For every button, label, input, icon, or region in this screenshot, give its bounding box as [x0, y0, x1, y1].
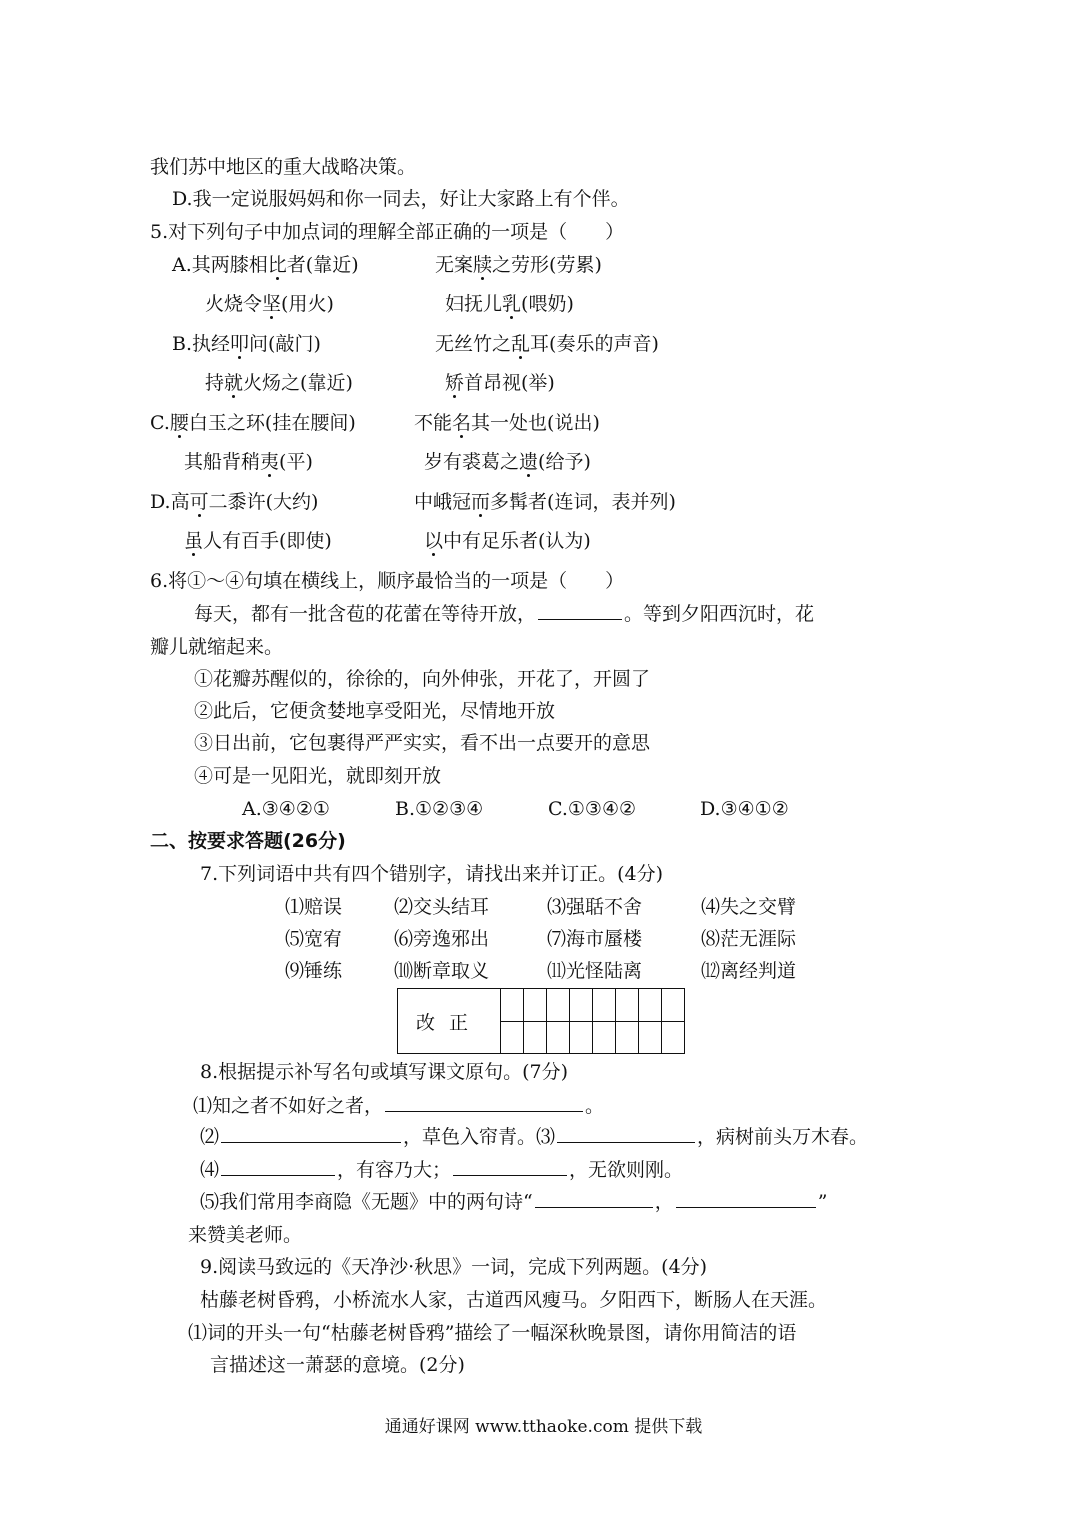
q7-word: ⑷失之交臂 — [701, 896, 797, 918]
answer-blank[interactable] — [557, 1124, 695, 1143]
text-line: D.我一定说服妈妈和你一同去，好让大家路上有个伴。 — [172, 188, 630, 210]
answer-cell[interactable] — [593, 989, 616, 1022]
q7-word: ⑼锤练 — [285, 960, 343, 982]
question-6-stem: 6.将①～④句填在横线上，顺序最恰当的一项是（ ） — [150, 570, 625, 592]
q6-sentence: ③日出前，它包裹得严严实实，看不出一点要开的意思 — [194, 732, 651, 754]
q5-option-b-item: B.执经叩问(敲门) — [172, 333, 321, 355]
question-9-stem: 9.阅读马致远的《天净沙·秋思》一词，完成下列两题。(4分) — [200, 1256, 708, 1278]
q5-option-c-item: 岁有裘葛之遗(给予) — [424, 451, 591, 473]
answer-cell[interactable] — [524, 1021, 547, 1054]
q7-word: ⑹旁逸邪出 — [394, 928, 490, 950]
answer-cell[interactable] — [501, 989, 524, 1022]
q7-word: ⑿离经判道 — [701, 960, 797, 982]
q6-option: B.①②③④ — [395, 798, 484, 820]
q7-word: ⑶强聒不舍 — [547, 896, 643, 918]
correction-grid — [397, 988, 685, 1054]
answer-cell[interactable] — [639, 1021, 662, 1054]
q8-item: ⑴知之者不如好之者， 。 — [193, 1095, 605, 1117]
q5-option-a-item: A.其两膝相比者(靠近) — [172, 254, 359, 276]
q5-option-c-item: C.腰白玉之环(挂在腰间) — [150, 412, 356, 434]
q7-word: ⑾光怪陆离 — [547, 960, 643, 982]
q8-item: ⑸我们常用李商隐《无题》中的两句诗“ ， ” — [200, 1191, 828, 1213]
q6-option: A.③④②① — [242, 798, 330, 820]
q9-subquestion: ⑴词的开头一句“枯藤老树昏鸦”描绘了一幅深秋晚景图，请你用简洁的语 — [188, 1322, 797, 1344]
answer-cell[interactable] — [547, 989, 570, 1022]
correction-label: 改正 — [398, 989, 501, 1054]
q6-passage: 每天，都有一批含苞的花蕾在等待开放， 。等到夕阳西沉时，花 — [194, 603, 815, 625]
poem-text: 枯藤老树昏鸦，小桥流水人家，古道西风瘦马。夕阳西下，断肠人在天涯。 — [200, 1289, 828, 1311]
q7-word: ⑴赔误 — [285, 896, 343, 918]
answer-blank[interactable] — [535, 1189, 653, 1208]
q5-option-d-item: D.高可二黍许(大约) — [150, 491, 319, 513]
answer-cell[interactable] — [662, 989, 685, 1022]
q5-option-b-item: 持就火炀之(靠近) — [205, 372, 353, 394]
q5-option-b-item: 无丝竹之乱耳(奏乐的声音) — [435, 333, 659, 355]
q7-word: ⑽断章取义 — [394, 960, 490, 982]
answer-blank[interactable] — [538, 601, 622, 620]
answer-blank[interactable] — [385, 1093, 583, 1112]
q5-option-d-item: 中峨冠而多髯者(连词，表并列) — [414, 491, 676, 513]
question-8-stem: 8.根据提示补写名句或填写课文原句。(7分) — [200, 1061, 569, 1083]
answer-blank[interactable] — [676, 1189, 816, 1208]
q8-item: ⑵ ，草色入帘青。⑶ ，病树前头万木春。 — [200, 1126, 869, 1148]
text-line: 我们苏中地区的重大战略决策。 — [150, 156, 417, 178]
q5-option-a-item: 妇抚儿乳(喂奶) — [445, 293, 574, 315]
answer-cell[interactable] — [570, 989, 593, 1022]
q6-option: D.③④①② — [700, 798, 789, 820]
answer-blank[interactable] — [221, 1124, 401, 1143]
q5-option-c-item: 其船背稍夷(平) — [184, 451, 313, 473]
q6-sentence: ②此后，它便贪婪地享受阳光，尽情地开放 — [194, 700, 556, 722]
question-7-stem: 7.下列词语中共有四个错别字，请找出来并订正。(4分) — [200, 863, 664, 885]
section-heading: 二、按要求答题(26分) — [150, 830, 346, 852]
answer-blank[interactable] — [221, 1157, 335, 1176]
answer-cell[interactable] — [616, 989, 639, 1022]
q7-word: ⑸宽宥 — [285, 928, 343, 950]
answer-cell[interactable] — [570, 1021, 593, 1054]
answer-cell[interactable] — [524, 989, 547, 1022]
answer-cell[interactable] — [662, 1021, 685, 1054]
q6-sentence: ④可是一见阳光，就即刻开放 — [194, 765, 442, 787]
page-footer: 通通好课网 www.tthaoke.com 提供下载 — [384, 1417, 703, 1437]
q6-passage: 瓣儿就缩起来。 — [150, 636, 284, 658]
q5-option-a-item: 火烧令坚(用火) — [205, 293, 334, 315]
answer-cell[interactable] — [593, 1021, 616, 1054]
q8-item: ⑷ ，有容乃大； ，无欲则刚。 — [200, 1159, 684, 1181]
q7-word: ⑵交头结耳 — [394, 896, 490, 918]
q9-subquestion: 言描述这一萧瑟的意境。(2分) — [210, 1354, 465, 1376]
q8-item: 来赞美老师。 — [188, 1224, 303, 1246]
q5-option-c-item: 不能名其一处也(说出) — [414, 412, 600, 434]
q5-option-a-item: 无案牍之劳形(劳累) — [435, 254, 602, 276]
answer-cell[interactable] — [616, 1021, 639, 1054]
q5-option-d-item: 以中有足乐者(认为) — [424, 530, 591, 552]
q5-option-d-item: 虽人有百手(即使) — [184, 530, 332, 552]
question-5-stem: 5.对下列句子中加点词的理解全部正确的一项是（ ） — [150, 221, 625, 243]
answer-cell[interactable] — [639, 989, 662, 1022]
q5-option-b-item: 矫首昂视(举) — [445, 372, 555, 394]
answer-cell[interactable] — [547, 1021, 570, 1054]
answer-blank[interactable] — [453, 1157, 567, 1176]
q7-word: ⑻茫无涯际 — [701, 928, 797, 950]
q6-sentence: ①花瓣苏醒似的，徐徐的，向外伸张，开花了，开圆了 — [194, 668, 651, 690]
q7-word: ⑺海市蜃楼 — [547, 928, 643, 950]
answer-cell[interactable] — [501, 1021, 524, 1054]
q6-option: C.①③④② — [548, 798, 637, 820]
